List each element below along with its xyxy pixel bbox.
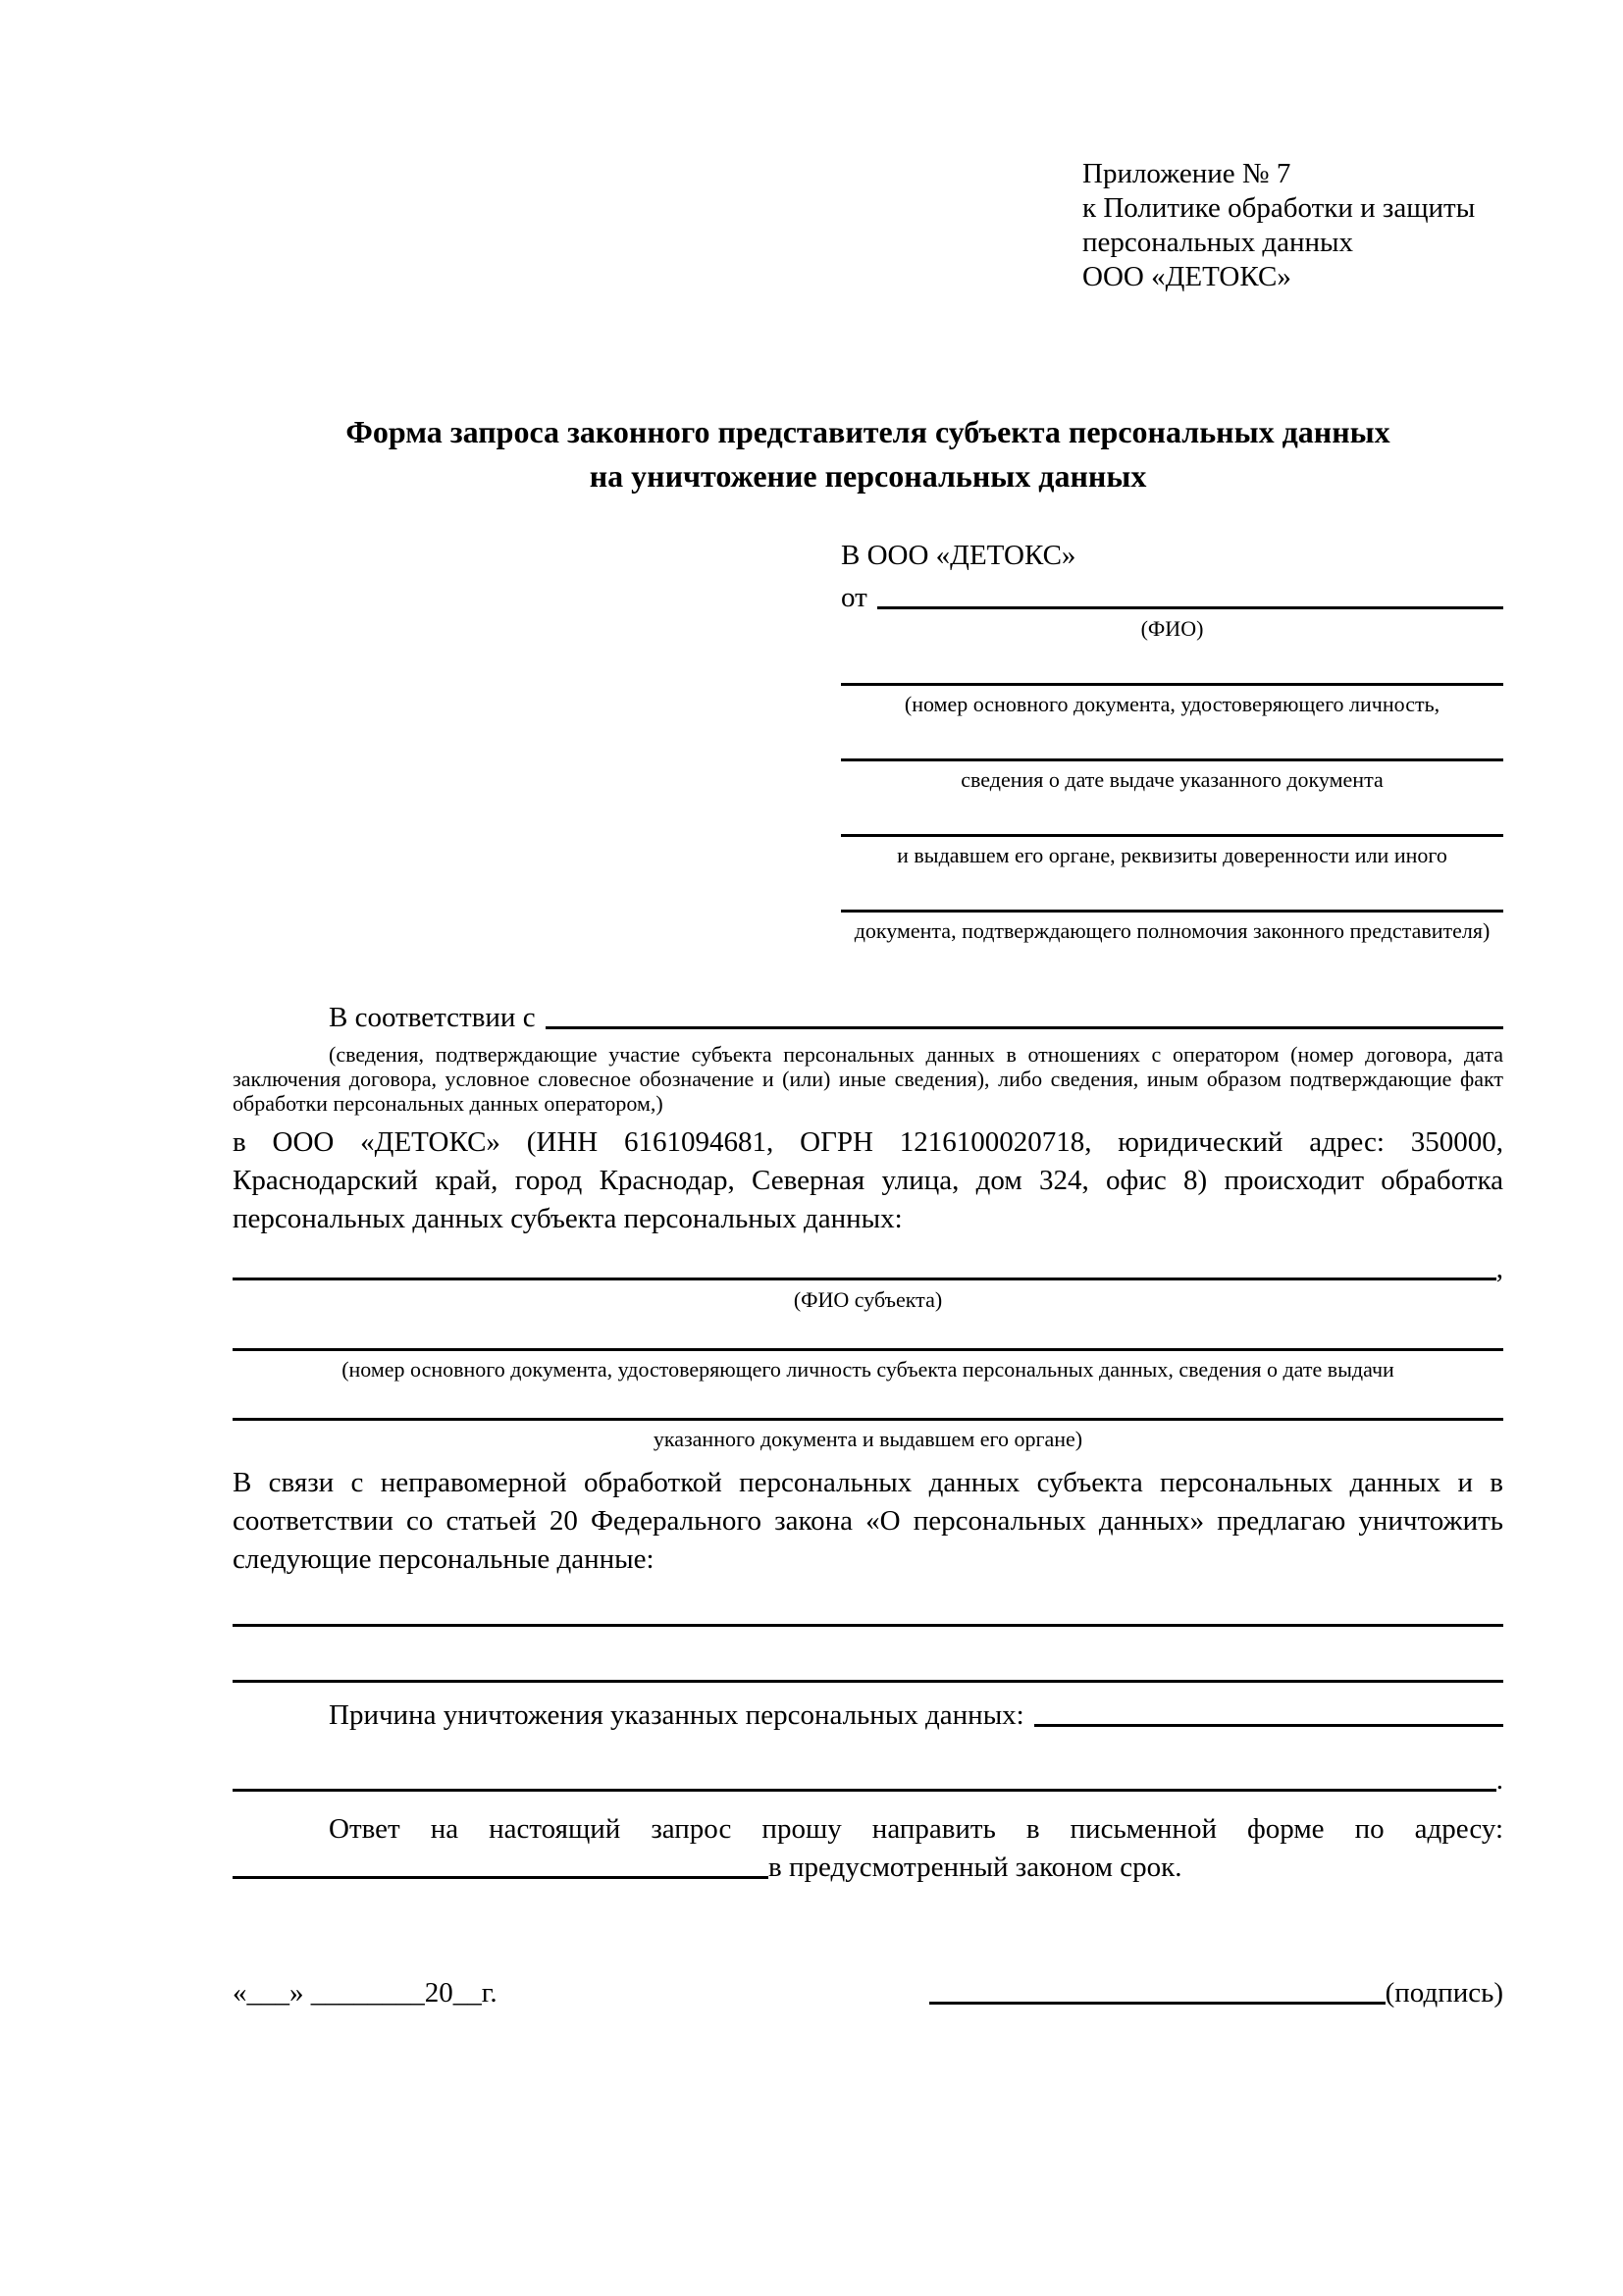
- caption-doc-issue-date: сведения о дате выдаче указанного документа: [961, 767, 1384, 792]
- caption-subject-authority: указанного документа и выдавшем его органе): [653, 1427, 1083, 1451]
- blank-line-fio: [877, 579, 1503, 609]
- paragraph-indent: [233, 999, 329, 1036]
- footer-row: [233, 1974, 1503, 2011]
- representative-doc-field-4: [841, 910, 1503, 944]
- blank-line-data-2: [233, 1680, 1503, 1683]
- appendix-header: [1082, 157, 1503, 294]
- caption-doc-authority: и выдавшем его органе, реквизиты доверенности или иного: [897, 843, 1447, 867]
- according-field: [233, 999, 1503, 1036]
- blank-line-data-1: [233, 1624, 1503, 1627]
- blank-line-reason: [1034, 1696, 1503, 1727]
- representative-doc-field-3: [841, 834, 1503, 868]
- reason-period: .: [1495, 1764, 1503, 1796]
- addressee-to: В ООО «ДЕТОКС»: [841, 540, 1076, 571]
- answer-suffix: в предусмотренный законом срок.: [768, 1852, 1182, 1883]
- blank-line: [841, 834, 1503, 837]
- document-title-line-2: на уничтожение персональных данных: [589, 458, 1147, 494]
- from-label: от: [841, 582, 867, 613]
- date-field: «___» ________20__г.: [233, 1977, 497, 2009]
- blank-line-subject-name: [233, 1250, 1496, 1280]
- from-field: [841, 579, 1503, 616]
- blank-line: [841, 683, 1503, 686]
- blank-line-subject-authority: [233, 1418, 1503, 1421]
- blank-line-reason-2: [233, 1761, 1496, 1792]
- appendix-line-3: персональных данных: [1082, 227, 1354, 258]
- document-title-line-1: Форма запроса законного представителя субъекта персональных данных: [345, 414, 1390, 449]
- blank-line-subject-doc: [233, 1348, 1503, 1351]
- subject-name-field: [233, 1250, 1503, 1287]
- caption-doc-number: (номер основного документа, удостоверяющего личность,: [904, 692, 1440, 716]
- according-label: В соответствии с: [329, 1002, 536, 1033]
- answer-address-field: [233, 1849, 1503, 1886]
- blank-line: [841, 910, 1503, 913]
- reason-field: [233, 1696, 1503, 1734]
- according-note: (сведения, подтверждающие участие субъекта персональных данных в отношениях с оператором (номер договора, дата заключения договора, условное словесное обозначение и (или) иные сведения), либо сведения, иным образом подтверждающие факт обработки персональных данных оператором,): [233, 1042, 1503, 1116]
- representative-doc-field-2: [841, 758, 1503, 793]
- paragraph-indent: [233, 1696, 329, 1734]
- blank-line-address: [233, 1849, 768, 1879]
- document-title: [233, 410, 1503, 498]
- caption-subject-fio: (ФИО субъекта): [793, 1287, 943, 1312]
- blank-line: [841, 758, 1503, 761]
- caption-fio: (ФИО): [1140, 616, 1204, 641]
- operator-paragraph: в ООО «ДЕТОКС» (ИНН 6161094681, ОГРН 1216100020718, юридический адрес: 350000, Краснодарский край, город Краснодар, Северная улица, дом 324, офис 8) происходит обработка персональных данных субъекта персональных данных:: [233, 1126, 1503, 1234]
- subject-line-comma: ,: [1495, 1253, 1503, 1284]
- appendix-line-2: к Политике обработки и защиты: [1082, 192, 1476, 224]
- caption-doc-powers: документа, подтверждающего полномочия законного представителя): [854, 918, 1491, 943]
- caption-subject-doc: (номер основного документа, удостоверяющего личность субъекта персональных данных, сведения о дате выдачи: [341, 1357, 1394, 1382]
- appendix-line-1: Приложение № 7: [1082, 158, 1291, 189]
- request-paragraph: В связи с неправомерной обработкой персональных данных субъекта персональных данных и в соответствии со статьей 20 Федерального закона «О персональных данных» предлагаю уничтожить следующие персональные данные:: [233, 1467, 1503, 1575]
- reason-label: Причина уничтожения указанных персональных данных:: [329, 1699, 1024, 1731]
- answer-paragraph: Ответ на настоящий запрос прошу направить в письменной форме по адресу:: [329, 1813, 1503, 1845]
- signature-field: [929, 1974, 1503, 2011]
- signature-line: [929, 2002, 1386, 2005]
- blank-line-according: [546, 999, 1503, 1029]
- appendix-line-4: ООО «ДЕТОКС»: [1082, 261, 1291, 292]
- signature-caption: (подпись): [1385, 1977, 1503, 2009]
- representative-doc-field-1: [841, 683, 1503, 717]
- reason-continuation-field: [233, 1761, 1503, 1799]
- addressee-block: [841, 538, 1503, 944]
